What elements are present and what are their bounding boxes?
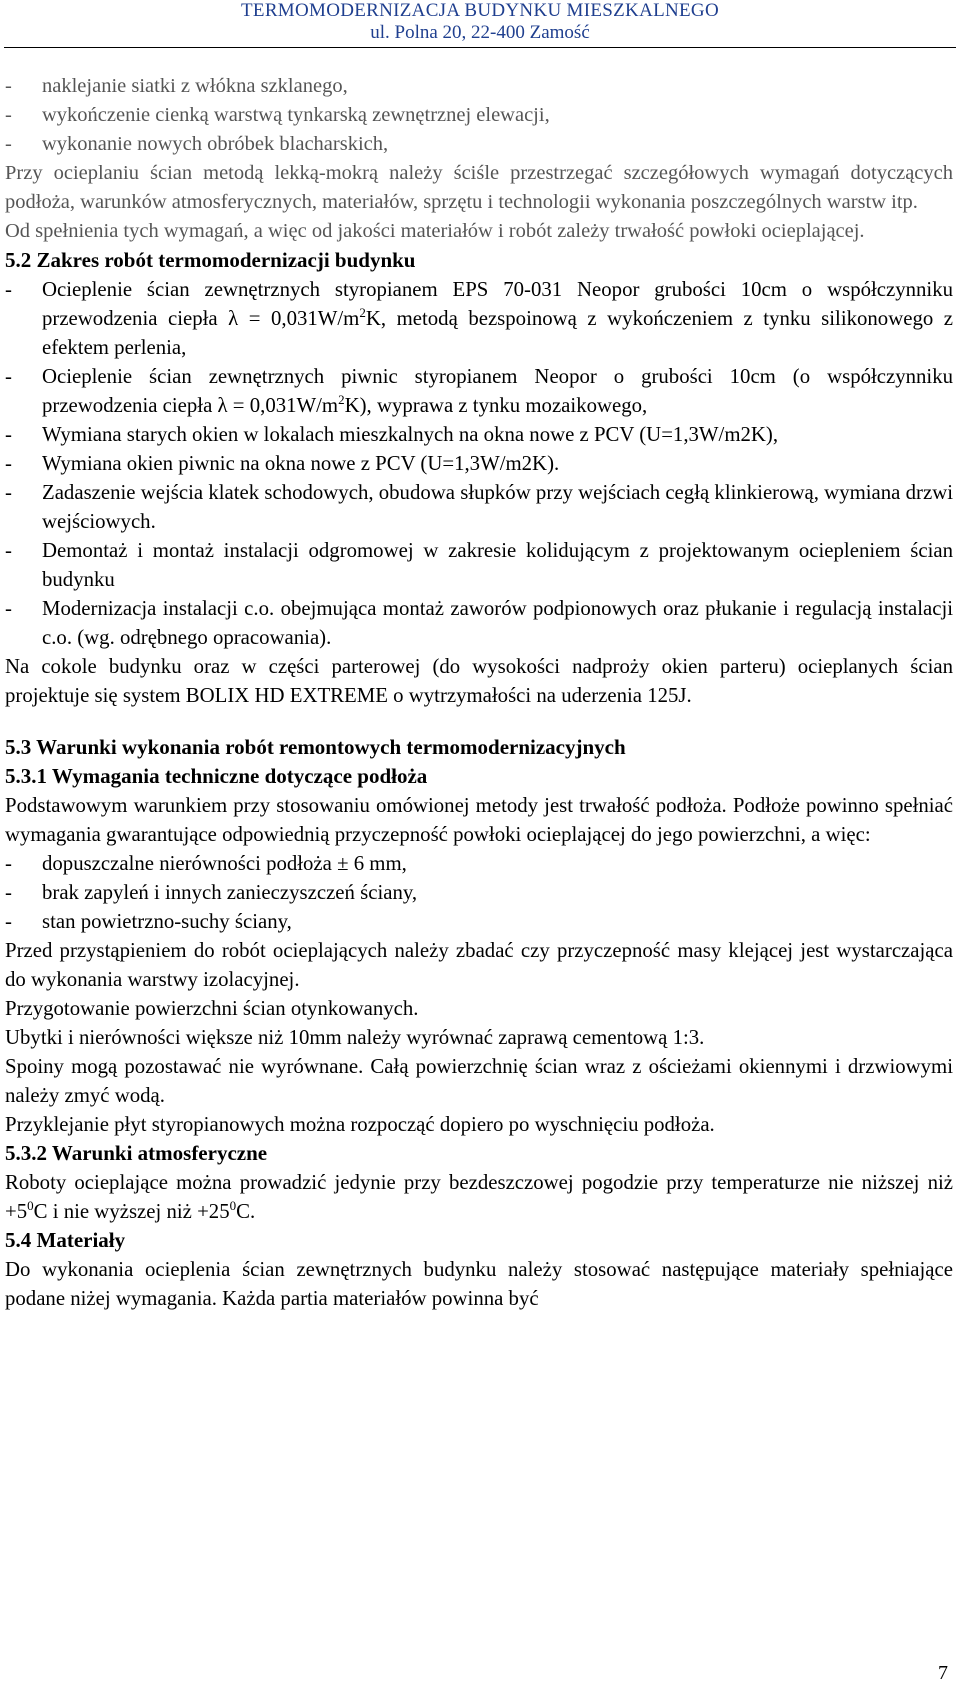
paragraph: Podstawowym warunkiem przy stosowaniu omówionej metody jest trwałość podłoża. Podłoże powinno spełniać wymagania gwarantujące odpowiednią przyczepność powłoki ocieplającej do jego powierzchni, a więc: xyxy=(5,794,953,846)
list-item: - Demontaż i montaż instalacji odgromowej w zakresie kolidującym z projektowanym ociepleniem ścian budynku xyxy=(5,539,953,591)
paragraph: Do wykonania ocieplenia ścian zewnętrznych budynku należy stosować następujące materiały spełniające podane niżej wymagania. Każda partia materiałów powinna być xyxy=(5,1258,953,1310)
header-address: ul. Polna 20, 22-400 Zamość xyxy=(370,22,590,43)
paragraph: Przygotowanie powierzchni ścian otynkowanych. xyxy=(5,997,419,1020)
list-item: - naklejanie siatki z włókna szklanego, xyxy=(5,75,348,97)
page-header xyxy=(0,0,960,44)
subsection-heading: 5.3.2 Warunki atmosferyczne xyxy=(5,1141,268,1165)
paragraph: Ubytki i nierówności większe niż 10mm należy wyrównać zaprawą cementową 1:3. xyxy=(5,1026,705,1049)
header-rule xyxy=(4,47,956,48)
document-body xyxy=(5,72,953,1313)
list-item: - Wymiana okien piwnic na okna nowe z PCV (U=1,3W/m2K). xyxy=(5,452,560,475)
list-item: - Ocieplenie ścian zewnętrznych piwnic styropianem Neopor o grubości 10cm (o współczynniku przewodzenia ciepła $\lambda = 0,031W/m^2K$), wyprawa z tynku mozaikowego, xyxy=(5,365,953,417)
list-item: - wykończenie cienką warstwą tynkarską zewnętrznej elewacji, xyxy=(5,104,550,126)
paragraph: Na cokole budynku oraz w części parterowej (do wysokości nadproży okien parteru) ocieplanych ścian projektuje się system BOLIX HD EXTREME o wytrzymałości na uderzenia 125J. xyxy=(5,655,953,707)
section-5-4 xyxy=(5,1226,953,1313)
section-heading: 5.2 Zakres robót termomodernizacji budynku xyxy=(5,248,416,272)
header-title: TERMOMODERNIZACJA BUDYNKU MIESZKALNEGO xyxy=(241,0,719,21)
list-item: - Modernizacja instalacji c.o. obejmująca montaż zaworów podpionowych oraz płukanie i regulacją instalacji c.o. (wg. odrębnego opracowania). xyxy=(5,597,953,649)
page-number: 7 xyxy=(938,1662,948,1684)
subsection-heading: 5.3.1 Wymagania techniczne dotyczące podłoża xyxy=(5,764,428,788)
section-heading: 5.3 Warunki wykonania robót remontowych termomodernizacyjnych xyxy=(5,735,626,759)
paragraph: Przyklejanie płyt styropianowych można rozpocząć dopiero po wyschnięciu podłoża. xyxy=(5,1113,715,1136)
list-item: - Ocieplenie ścian zewnętrznych styropianem EPS 70-031 Neopor grubości 10cm o współczynniku przewodzenia ciepła $\lambda = 0,031W/m^2K$, metodą bezspoinową z wykończeniem z tynku silikonowego z efektem perlenia, xyxy=(5,278,953,359)
list-item: - Wymiana starych okien w lokalach mieszkalnych na okna nowe z PCV (U=1,3W/m2K), xyxy=(5,423,779,446)
section-heading: 5.4 Materiały xyxy=(5,1228,126,1252)
list-item: - dopuszczalne nierówności podłoża ± 6 mm, xyxy=(5,852,407,875)
intro-block xyxy=(5,72,953,246)
paragraph: Roboty ocieplające można prowadzić jedynie przy bezdeszczowej pogodzie przy temperaturze nie niższej niż $+5^0C$ i nie wyższej niż $+25^0C$. xyxy=(5,1171,953,1223)
paragraph: Od spełnienia tych wymagań, a więc od jakości materiałów i robót zależy trwałość powłoki ocieplającej. xyxy=(5,220,865,242)
section-5-3 xyxy=(5,733,953,1226)
section-5-2 xyxy=(5,246,953,710)
paragraph: Przed przystąpieniem do robót ocieplających należy zbadać czy przyczepność masy klejącej jest wystarczająca do wykonania warstwy izolacyjnej. xyxy=(5,939,953,991)
spacer xyxy=(5,710,953,733)
list-item: - Zadaszenie wejścia klatek schodowych, obudowa słupków przy wejściach cegłą klinkierową, wymiana drzwi wejściowych. xyxy=(5,481,953,533)
list-item: - stan powietrzno-suchy ściany, xyxy=(5,910,292,933)
list-item: - brak zapyleń i innych zanieczyszczeń ściany, xyxy=(5,881,418,904)
paragraph: Przy ocieplaniu ścian metodą lekką-mokrą należy ściśle przestrzegać szczegółowych wymagań dotyczących podłoża, warunków atmosferycznych, materiałów, sprzętu i technologii wykonania poszczególnych warstw itp. xyxy=(5,162,953,213)
list-item: - wykonanie nowych obróbek blacharskich, xyxy=(5,133,389,155)
paragraph: Spoiny mogą pozostawać nie wyrównane. Całą powierzchnię ścian wraz z ościeżami okiennymi i drzwiowymi należy zmyć wodą. xyxy=(5,1055,953,1107)
